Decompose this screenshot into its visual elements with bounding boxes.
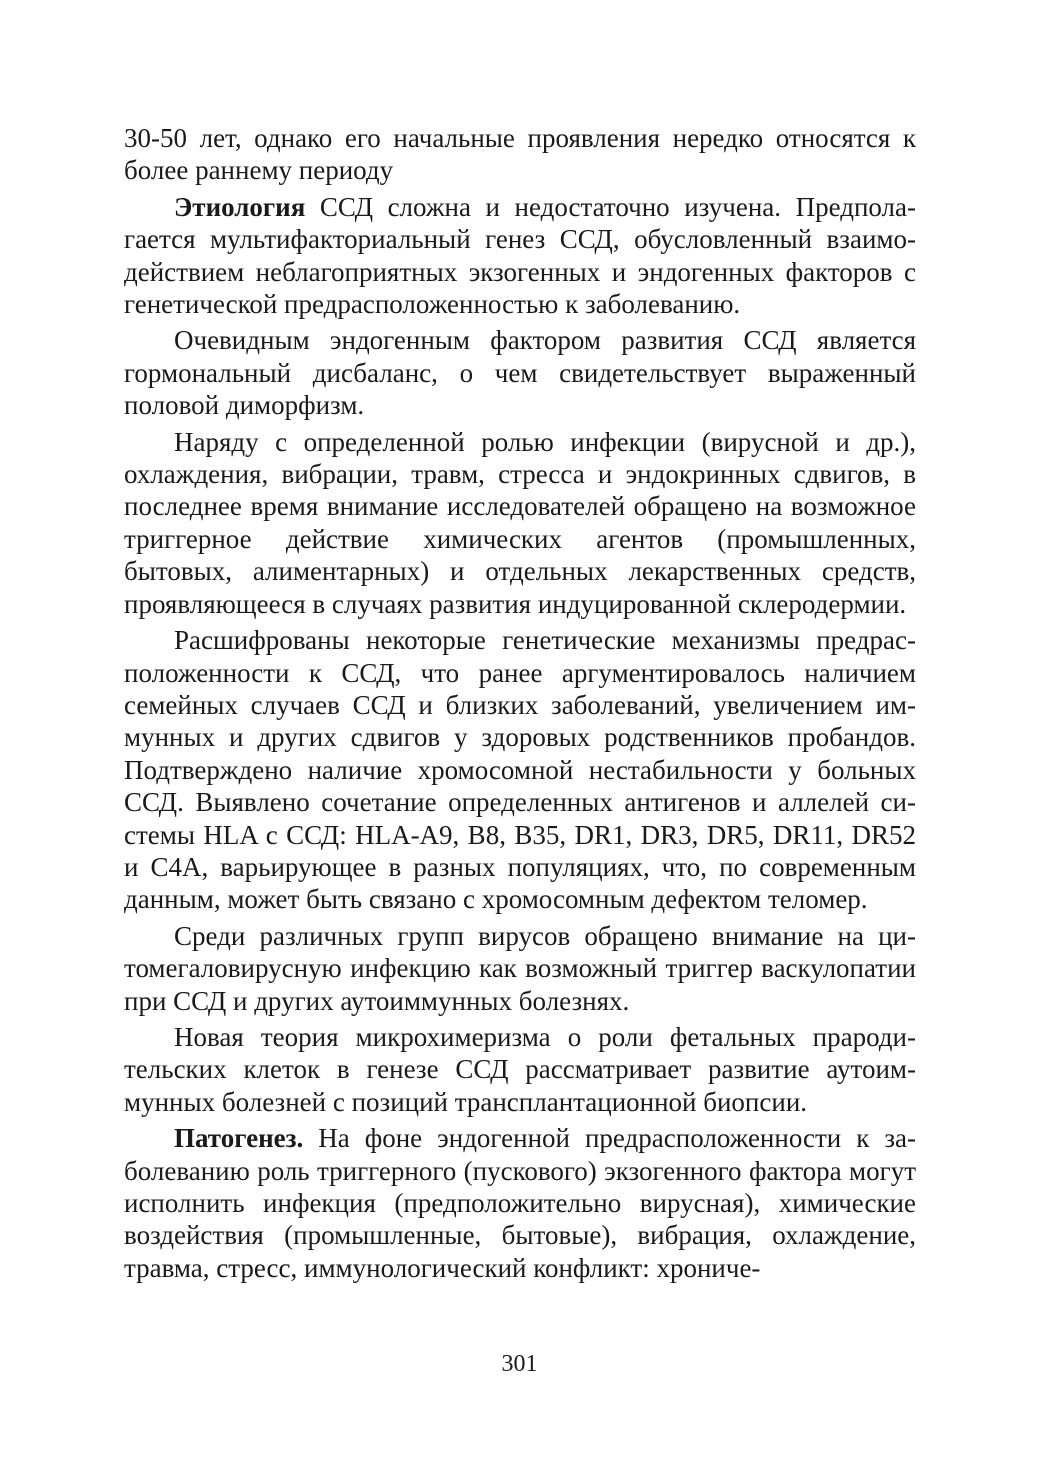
paragraph-text: На фоне эндогенной предрасположенности к заболеванию роль триггерного (пускового) экзогенного фактора могут исполнить инфекция (предположительно вирусная), химические воздействия (промышленные, бытовые), вибрация, охлаждение, травма, стресс, иммунологический конфликт: хрониче- [124, 1123, 916, 1283]
paragraph-text: Новая теория микрохимеризма о роли фетальных прародительских клеток в генезе ССД рассматривает развитие аутоиммунных болезней с позиций трансплантационной биопсии. [124, 1021, 916, 1117]
paragraph-microchimerism [124, 1021, 916, 1118]
paragraph-text: Среди различных групп вирусов обращено внимание на цитомегаловирусную инфекцию как возможный триггер васкулопатии при ССД и других аутоиммунных болезнях. [124, 920, 916, 1016]
section-term-etiology: Этиология [174, 191, 306, 222]
page-body [124, 122, 916, 1284]
paragraph-hormonal [124, 324, 916, 421]
paragraph-triggers [124, 426, 916, 620]
paragraph-text: 30-50 лет, однако его начальные проявления нередко относятся к более раннему периоду [124, 123, 916, 186]
paragraph-text: Очевидным эндогенным фактором развития ССД является гормональный дисбаланс, о чем свидетельствует выраженный половой диморфизм. [124, 325, 916, 421]
paragraph-text: Расшифрованы некоторые генетические механизмы предрасположенности к ССД, что ранее аргументировалось наличием семейных случаев ССД и близких заболеваний, увеличением иммунных и других сдвигов у здоровых родственников пробандов. Подтверждено наличие хромосомной нестабильности у больных ССД. Выявлено сочетание определенных антигенов и аллелей системы HLA с ССД: HLA-A9, B8, B35, DR1, DR3, DR5, DR11, DR52 и C4A, варьирующее в разных популяциях, что, по современным данным, может быть связано с хромосомным дефектом теломер. [124, 625, 916, 915]
paragraph-text: ССД сложна и недостаточно изучена. Предполагается мультифакториальный генез ССД, обусловленный взаимодействием неблагоприятных экзогенных и эндогенных факторов с генетической предрасположенностью к заболеванию. [124, 191, 916, 320]
paragraph-genetics [124, 624, 916, 916]
paragraph-text: Наряду с определенной ролью инфекции (вирусной и др.), охлаждения, вибрации, травм, стресса и эндокринных сдвигов, в последнее время внимание исследователей обращено на возможное триггерное действие химических агентов (промышленных, бытовых, алиментарных) и отдельных лекарственных средств, проявляющееся в случаях развития индуцированной склеродермии. [124, 426, 916, 619]
paragraph-pathogenesis [124, 1122, 916, 1284]
section-term-pathogenesis: Патогенез. [174, 1123, 304, 1154]
page-number: 301 [501, 1351, 538, 1377]
paragraph-etiology [124, 191, 916, 321]
paragraph-continuation [124, 122, 916, 187]
paragraph-viruses [124, 920, 916, 1017]
